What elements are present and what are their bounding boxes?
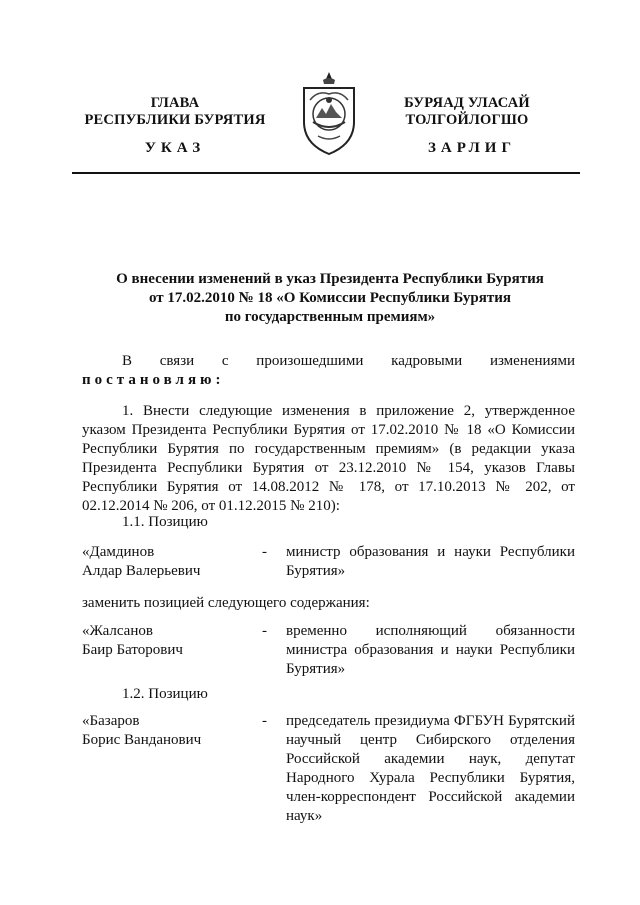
header-right [362, 95, 572, 129]
item-1-2-heading: 1.2. Позицию [122, 686, 208, 702]
title-line1: О внесении изменений в указ Президента Республики Бурятия [116, 271, 544, 287]
entry-1-description: министр образования и науки Республики Бурятия» [286, 544, 575, 579]
entry-1-name [82, 543, 252, 581]
intro-word: кадровыми [391, 353, 463, 369]
entry-3-given-names: Борис Ванданович [82, 732, 202, 748]
item-1-1-heading: 1.1. Позицию [122, 514, 208, 530]
entry-3-surname: «Базаров [82, 713, 140, 729]
entry-1-surname: «Дамдинов [82, 544, 155, 560]
header-left-line1: ГЛАВА [150, 95, 200, 111]
entry-2-description: временно исполняющий обязанности министра образования и науки Республики Бурятия» [286, 623, 575, 677]
header-divider [72, 172, 580, 174]
intro-word: В [122, 353, 133, 369]
entry-2-name [82, 622, 252, 660]
entry-1-dash: - [262, 544, 267, 560]
intro-word: с [221, 353, 229, 369]
entry-2-surname: «Жалсанов [82, 623, 153, 639]
entry-3-name [82, 712, 252, 750]
coat-of-arms-icon [298, 70, 360, 156]
title-line2: от 17.02.2010 № 18 «О Комиссии Республики Бурятия [149, 290, 511, 306]
entry-2-dash: - [262, 623, 267, 639]
decree-label-ru: УКАЗ [144, 140, 206, 156]
intro-word: произошедшими [256, 353, 364, 369]
intro-line [122, 352, 575, 371]
header-right-line2: ТОЛГОЙЛОГШО [405, 112, 529, 128]
item-1-text: 1. Внести следующие изменения в приложение 2, утвержденное указом Президента Республики Бурятия от 17.02.2010 № 18 «О Комиссии Республики Бурятия по государственным премиям» (в редакции указа Президента Республики Бурятия от 23.12.2010 № 154, указов Главы Республики Бурятия от 14.08.2012 № 178, от 17.10.2013 № 202, от 02.12.2014 № 206, от 01.12.2015 № 210): [82, 403, 575, 514]
intro-word: изменениями [489, 353, 575, 369]
replace-text: заменить позицией следующего содержания: [82, 595, 370, 611]
title-line3: по государственным премиям» [224, 309, 436, 325]
postanovlyayu: постановляю: [82, 372, 225, 388]
header-left [80, 95, 270, 129]
decree-label-bua: ЗАРЛИГ [427, 140, 517, 156]
header-left-line2: РЕСПУБЛИКИ БУРЯТИЯ [84, 112, 266, 128]
entry-1-given-names: Алдар Валерьевич [82, 563, 201, 579]
entry-2-given-names: Баир Баторович [82, 642, 183, 658]
entry-3-description: председатель президиума ФГБУН Бурятский научный центр Сибирского отделения Российской академии наук, депутат Народного Хурала Республики Бурятия, член-корреспондент Российской академии наук» [286, 713, 575, 824]
entry-3-dash: - [262, 713, 267, 729]
header-right-line1: БУРЯАД УЛАСАЙ [404, 95, 530, 111]
intro-word: связи [159, 353, 195, 369]
document-title [80, 270, 580, 327]
